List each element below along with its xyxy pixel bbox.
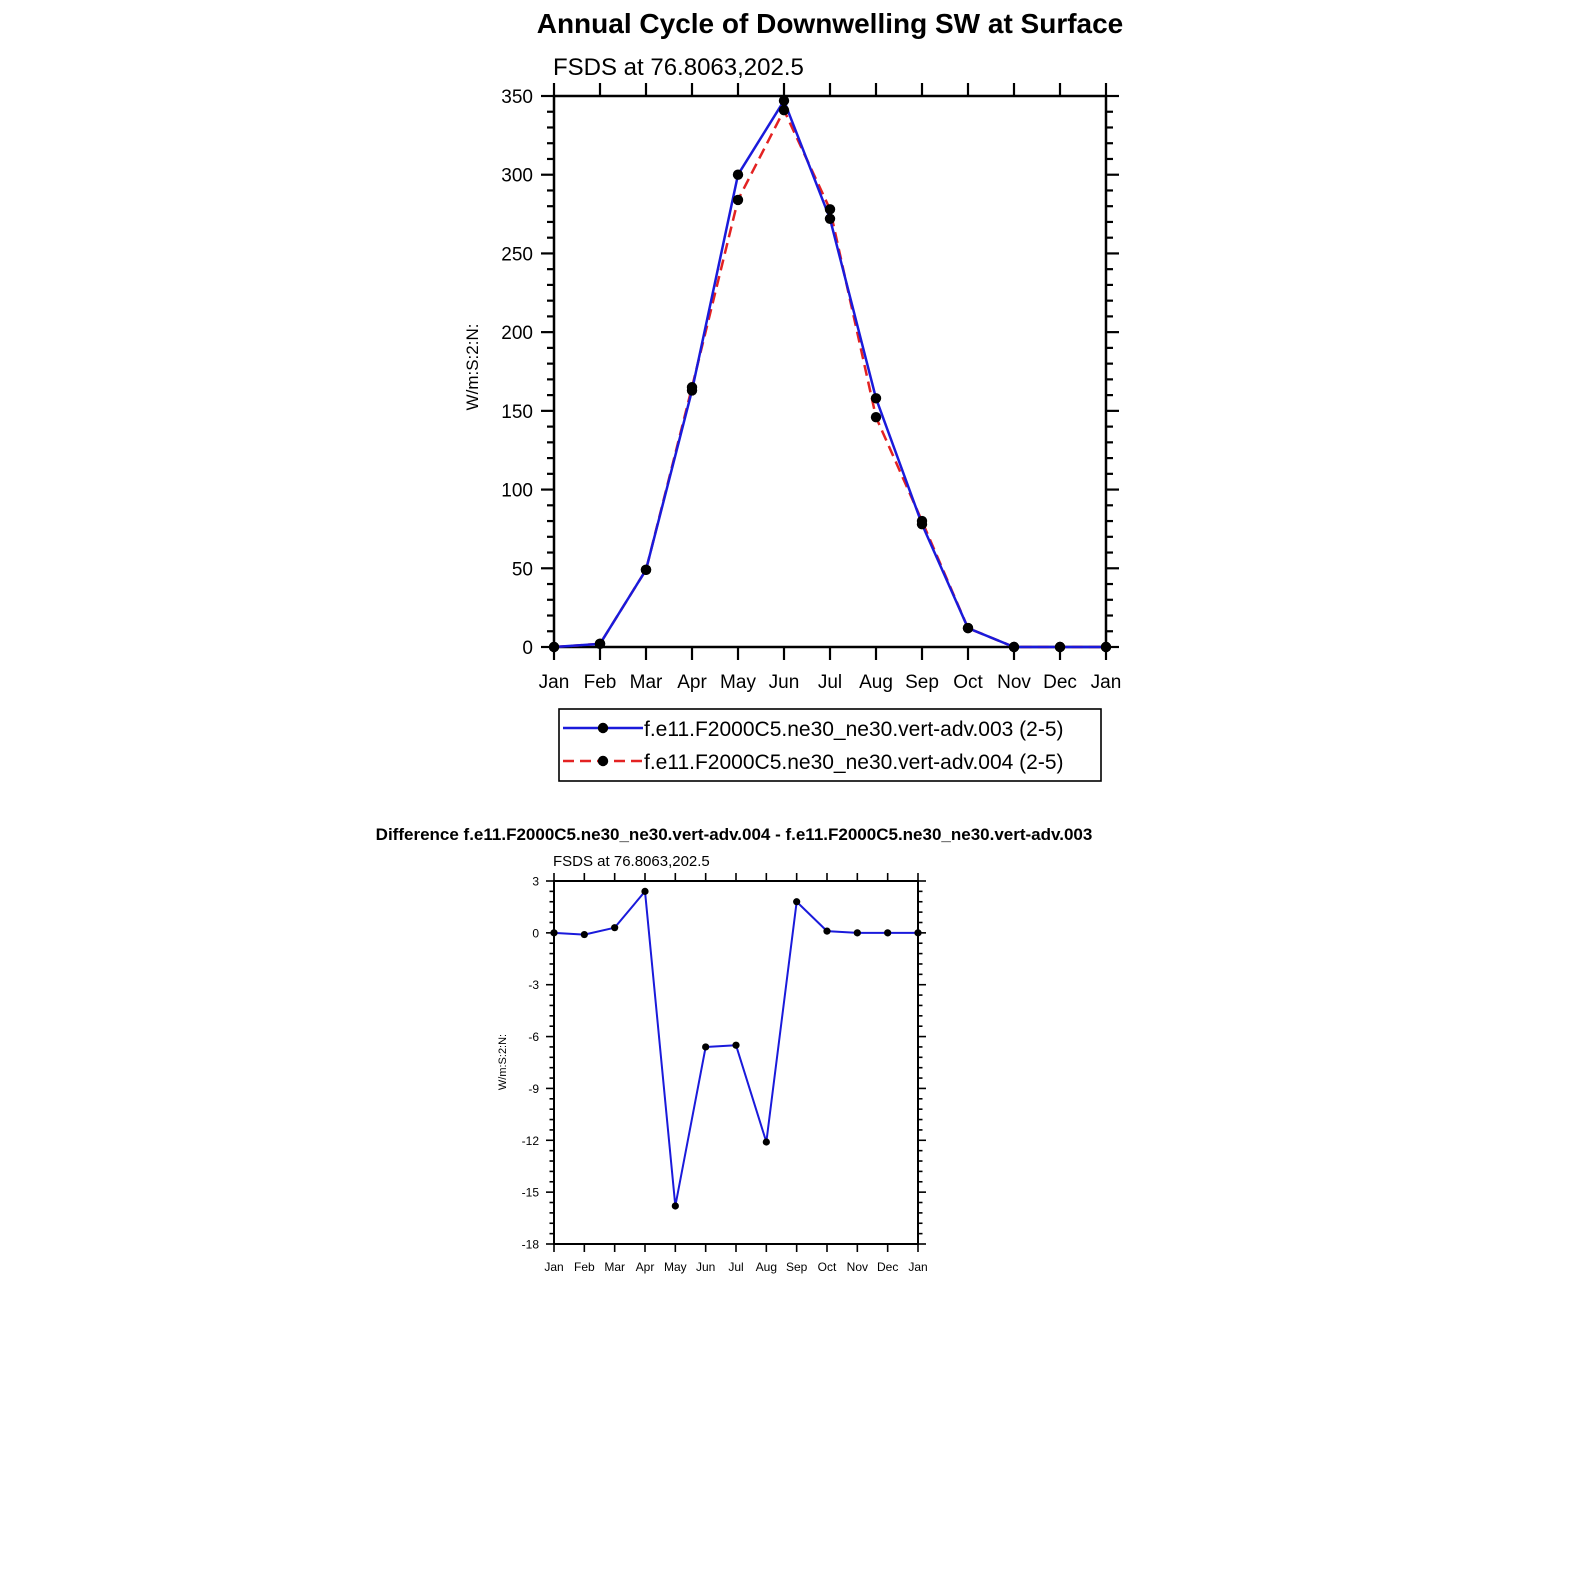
difference-chart-y-tick-label: -3 bbox=[528, 978, 539, 993]
difference-chart-series-1-point bbox=[793, 898, 800, 905]
main-chart-series-2-point bbox=[1055, 642, 1065, 652]
difference-chart-series-1-point bbox=[581, 931, 588, 938]
difference-chart-plot-area bbox=[522, 873, 928, 1274]
difference-chart-x-tick-label: Jun bbox=[695, 1260, 716, 1274]
difference-chart-y-tick-label: -9 bbox=[528, 1081, 539, 1096]
main-chart-series-1-line bbox=[554, 101, 1106, 647]
main-chart-y-tick-label: 200 bbox=[501, 323, 533, 345]
difference-chart-series-1-point bbox=[823, 928, 830, 935]
main-chart-title: Annual Cycle of Downwelling SW at Surface bbox=[536, 8, 1124, 39]
main-chart-series-2-point bbox=[1009, 642, 1019, 652]
difference-chart-x-tick-label: Jan bbox=[544, 1260, 564, 1274]
difference-chart-x-tick-label: Dec bbox=[876, 1260, 899, 1274]
main-chart-series-1-point bbox=[733, 170, 743, 180]
main-chart-series-2-line bbox=[554, 110, 1106, 647]
main-chart-y-tick-label: 100 bbox=[501, 480, 533, 502]
difference-chart-series-1-point bbox=[914, 929, 921, 936]
main-chart-series-2-point bbox=[779, 105, 789, 115]
legend-label-series-1: f.e11.F2000C5.ne30_ne30.vert-adv.003 (2-5) bbox=[644, 718, 1064, 741]
difference-chart-x-tick-label: Feb bbox=[573, 1260, 595, 1274]
difference-chart-series-1-point bbox=[641, 888, 648, 895]
main-chart-x-tick-label: May bbox=[720, 672, 756, 693]
legend-label-series-2: f.e11.F2000C5.ne30_ne30.vert-adv.004 (2-5) bbox=[644, 751, 1064, 774]
main-chart-x-tick-label: Feb bbox=[583, 672, 617, 693]
main-chart-x-tick-label: Apr bbox=[677, 672, 707, 693]
main-chart-y-tick-label: 350 bbox=[501, 87, 533, 108]
difference-chart-series-1-point bbox=[550, 929, 557, 936]
difference-chart-x-tick-label: Oct bbox=[817, 1260, 837, 1274]
difference-chart-y-tick-label: 0 bbox=[532, 926, 539, 941]
difference-chart-x-tick-label: Sep bbox=[785, 1260, 808, 1274]
main-chart-series-2-point bbox=[733, 195, 743, 205]
main-chart-plot-area bbox=[501, 83, 1121, 693]
difference-chart-x-tick-label: Mar bbox=[604, 1260, 626, 1274]
difference-chart-series-1-point bbox=[763, 1138, 770, 1145]
difference-chart-frame bbox=[554, 881, 918, 1244]
main-chart-series-1-point bbox=[779, 96, 789, 106]
main-chart-x-tick-label: Jan bbox=[538, 672, 570, 693]
difference-chart-series-1-point bbox=[884, 929, 891, 936]
main-chart-y-tick-label: 50 bbox=[511, 559, 533, 581]
difference-chart-series-1-point bbox=[732, 1042, 739, 1049]
difference-chart-x-tick-label: Nov bbox=[846, 1260, 869, 1274]
main-chart-legend bbox=[559, 709, 1101, 781]
main-chart-series-2-point bbox=[825, 204, 835, 214]
main-chart-y-tick-label: 300 bbox=[501, 165, 533, 187]
difference-chart-series-1-point bbox=[611, 924, 618, 931]
main-chart-frame bbox=[554, 96, 1106, 647]
main-chart-x-tick-label: Sep bbox=[905, 672, 939, 693]
main-chart-series-2-point bbox=[549, 642, 559, 652]
main-chart-x-tick-label: Jun bbox=[768, 672, 800, 693]
difference-chart-y-tick-label: -18 bbox=[521, 1237, 539, 1252]
difference-chart-series-1-point bbox=[854, 929, 861, 936]
main-chart-series-1-point bbox=[825, 214, 835, 224]
difference-chart-x-tick-label: Jan bbox=[908, 1260, 928, 1274]
main-chart-x-tick-label: Dec bbox=[1043, 672, 1077, 693]
main-chart-series-2-point bbox=[687, 382, 697, 392]
difference-chart-y-axis-label: W/m:S:2:N: bbox=[497, 1033, 509, 1091]
difference-chart-x-tick-label: Apr bbox=[635, 1260, 655, 1274]
difference-chart-y-tick-label: -15 bbox=[521, 1185, 539, 1200]
main-chart-series-1-point bbox=[871, 393, 881, 403]
difference-chart-series-1-point bbox=[672, 1202, 679, 1209]
legend-marker-series-1 bbox=[598, 723, 608, 733]
main-chart-subtitle: FSDS at 76.8063,202.5 bbox=[553, 54, 804, 81]
main-chart-x-tick-label: Jan bbox=[1090, 672, 1122, 693]
legend-marker-series-2 bbox=[598, 756, 608, 766]
main-chart-series-2-point bbox=[595, 639, 605, 649]
main-chart-x-tick-label: Nov bbox=[997, 672, 1031, 693]
main-chart-y-tick-label: 250 bbox=[501, 244, 533, 266]
main-chart-series-2-point bbox=[1101, 642, 1111, 652]
main-chart-y-tick-label: 0 bbox=[522, 638, 533, 659]
difference-chart-x-tick-label: May bbox=[663, 1260, 687, 1274]
main-chart-y-tick-label: 150 bbox=[501, 401, 533, 423]
difference-chart-y-tick-label: 3 bbox=[532, 874, 539, 889]
main-chart-series-2-point bbox=[641, 565, 651, 575]
difference-chart-x-tick-label: Aug bbox=[755, 1260, 778, 1274]
difference-chart-series-1-point bbox=[702, 1043, 709, 1050]
main-chart-series-2-point bbox=[871, 412, 881, 422]
main-chart-x-tick-label: Oct bbox=[953, 672, 983, 693]
difference-chart-title: Difference f.e11.F2000C5.ne30_ne30.vert-adv.004 - f.e11.F2000C5.ne30_ne30.vert-adv.003 bbox=[375, 825, 1093, 844]
main-chart-series-2-point bbox=[963, 623, 973, 633]
difference-chart-y-tick-label: -12 bbox=[521, 1133, 539, 1148]
difference-chart-x-tick-label: Jul bbox=[728, 1260, 744, 1274]
main-chart-y-axis-label: W/m:S:2:N: bbox=[463, 323, 482, 411]
main-chart-x-tick-label: Jul bbox=[817, 672, 843, 693]
difference-chart-subtitle: FSDS at 76.8063,202.5 bbox=[553, 853, 710, 870]
main-chart-x-tick-label: Mar bbox=[629, 672, 663, 693]
main-chart-series-2-point bbox=[917, 516, 927, 526]
main-chart-x-tick-label: Aug bbox=[859, 672, 893, 693]
difference-chart-y-tick-label: -6 bbox=[528, 1030, 539, 1045]
